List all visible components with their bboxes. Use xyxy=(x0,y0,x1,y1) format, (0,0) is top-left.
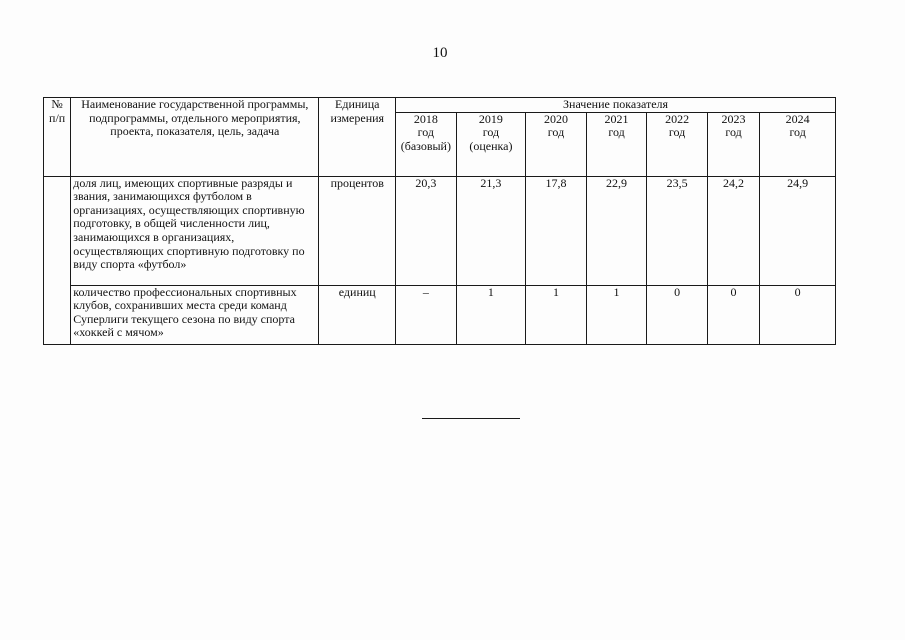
indicators-table xyxy=(43,97,836,345)
header-row-group xyxy=(44,98,836,113)
value-cell-2021: 1 xyxy=(586,285,647,344)
header-year-2023: 2023 год xyxy=(707,112,759,176)
value-cell-2024: 24,9 xyxy=(760,176,836,285)
value-cell-2019: 1 xyxy=(456,285,526,344)
value-cell-2023: 24,2 xyxy=(707,176,759,285)
header-year-2022: 2022 год xyxy=(647,112,708,176)
value-cell-2019: 21,3 xyxy=(456,176,526,285)
value-cell-2018: 20,3 xyxy=(396,176,457,285)
value-cell-2020: 1 xyxy=(526,285,587,344)
table-row xyxy=(44,176,836,285)
header-unit: Единица измерения xyxy=(319,98,396,177)
header-year-2018: 2018 год (базовый) xyxy=(396,112,457,176)
header-year-2024: 2024 год xyxy=(760,112,836,176)
header-year-2019: 2019 год (оценка) xyxy=(456,112,526,176)
header-year-2021: 2021 год xyxy=(586,112,647,176)
value-cell-2018: – xyxy=(396,285,457,344)
row-unit-cell: процентов xyxy=(319,176,396,285)
value-cell-2021: 22,9 xyxy=(586,176,647,285)
row-unit-cell: единиц xyxy=(319,285,396,344)
row-name-cell: доля лиц, имеющих спортивные разряды и звания, занимающихся футболом в организациях, осуществляющих спортивную подготовку, в общей численности лиц, занимающихся в организациях, осуществляющих спортивную подготовку по виду спорта «футбол» xyxy=(71,176,319,285)
table-row xyxy=(44,285,836,344)
header-name: Наименование государственной программы, подпрограммы, отдельного мероприятия, проекта, показателя, цель, задача xyxy=(71,98,319,177)
row-name-cell: количество профессиональных спортивных клубов, сохранивших места среди команд Суперлиги текущего сезона по виду спорта «хоккей с мячом» xyxy=(71,285,319,344)
page-number: 10 xyxy=(432,45,448,61)
header-values-group: Значение показателя xyxy=(396,98,836,113)
value-cell-2022: 0 xyxy=(647,285,708,344)
value-cell-2023: 0 xyxy=(707,285,759,344)
row-num-cell xyxy=(44,176,71,344)
value-cell-2020: 17,8 xyxy=(526,176,587,285)
value-cell-2024: 0 xyxy=(760,285,836,344)
value-cell-2022: 23,5 xyxy=(647,176,708,285)
header-year-2020: 2020 год xyxy=(526,112,587,176)
header-num: № п/п xyxy=(44,98,71,177)
end-divider-line xyxy=(422,418,520,419)
